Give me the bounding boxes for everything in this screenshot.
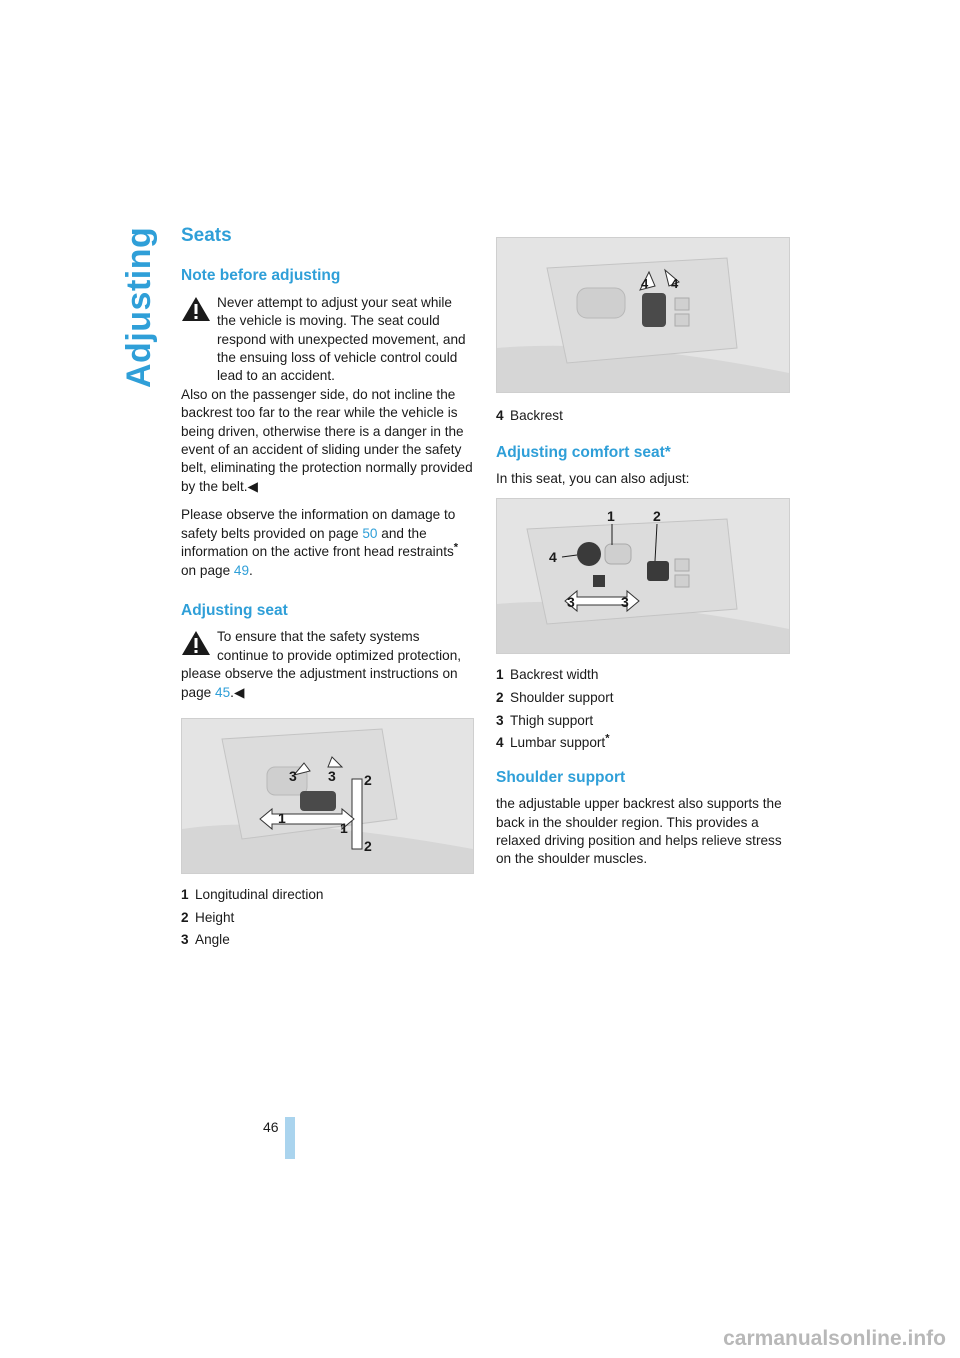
left-column [181, 227, 474, 952]
legend-item [496, 732, 790, 755]
adjust-warning-end: . [230, 684, 234, 700]
shoulder-text: the adjustable upper backrest also supports the back in the shoulder region. This provides a relaxed driving position and helps relieve stress on the shoulder muscles. [496, 796, 782, 867]
legend-label: Backrest [510, 408, 563, 423]
fig-label: 3 [567, 594, 575, 611]
fig-label: 3 [289, 767, 297, 784]
end-mark: ◀ [247, 478, 258, 494]
warning-block-adjust [181, 628, 474, 702]
legend-item [181, 884, 474, 907]
legend-label: Lumbar support [510, 735, 606, 751]
legend-num: 1 [181, 886, 189, 902]
legend-item [496, 687, 790, 710]
fig-label: 1 [278, 809, 286, 826]
legend-item [496, 664, 790, 687]
observe-text: . [249, 562, 253, 578]
optional-star: * [605, 732, 610, 745]
legend-num: 3 [496, 712, 504, 728]
end-mark: ◀ [233, 684, 245, 700]
legend-label: Shoulder support [510, 690, 614, 705]
page-link-49[interactable]: 49 [233, 562, 250, 578]
fig-label: 3 [621, 594, 629, 611]
fig-label: 1 [340, 819, 348, 836]
note-heading: Note before adjusting [181, 267, 341, 285]
legend-num: 1 [496, 667, 504, 683]
chapter-side-tab [118, 228, 158, 388]
chapter-title: Adjusting [120, 226, 158, 388]
note-warning-text: Never attempt to adjust your seat while the vehicle is moving. The seat could respond with unexpected movement, and the ensuing loss of vehicle control could lead to an accident. [217, 294, 466, 384]
legend-num: 2 [496, 690, 504, 705]
right-column [496, 237, 790, 869]
legend-list-backrest [496, 405, 790, 428]
legend-item [181, 907, 474, 930]
adjust-warning-text: To ensure that the safety systems continue to provide optimized protection, please observe the adjustment instructions on page [181, 629, 462, 700]
note-passenger-text: Also on the passenger side, do not incline the backrest too far to the rear while the vehicle is being driven, otherwise there is a danger in the event of an accident of sliding under the safety belt, eliminating the protection normally provided by the belt. [181, 386, 473, 494]
warning-triangle-icon [181, 630, 211, 656]
optional-star: * [453, 541, 459, 554]
observe-text: on page [181, 562, 234, 578]
legend-num: 3 [181, 932, 189, 948]
fig-label: 2 [364, 837, 372, 854]
fig-label: 3 [328, 767, 336, 784]
legend-num: 4 [496, 408, 504, 423]
fig-label: 2 [364, 771, 372, 788]
fig-label: 4 [549, 549, 557, 566]
fig-label: 4 [671, 276, 679, 291]
observe-text: and the information on the active front head restraints [181, 525, 454, 560]
page-link-50[interactable]: 50 [362, 525, 378, 541]
footer-watermark: carmanualsonline.info [723, 1327, 946, 1350]
legend-item [496, 710, 790, 733]
legend-label: Thigh support [510, 712, 594, 728]
fig-label: 2 [653, 508, 661, 525]
fig-label: 1 [607, 508, 615, 525]
seat-controls-illustration [182, 719, 473, 873]
shoulder-heading: Shoulder support [496, 768, 626, 786]
warning-block-note [181, 294, 474, 496]
observe-paragraph [181, 506, 474, 580]
legend-label: Angle [195, 932, 230, 948]
page-number-bar [285, 1117, 295, 1159]
adjust-heading: Adjusting seat [181, 601, 288, 619]
backrest-figure [496, 237, 790, 393]
legend-item [181, 929, 474, 952]
legend-label: Backrest width [510, 667, 599, 683]
legend-label: Longitudinal direction [195, 886, 324, 902]
comfort-intro: In this seat, you can also adjust: [496, 471, 690, 486]
legend-list-basic [181, 884, 474, 952]
comfort-seat-illustration [497, 499, 789, 653]
legend-num: 2 [181, 909, 189, 925]
page-link-45[interactable]: 45 [215, 684, 231, 700]
comfort-seat-figure [496, 498, 790, 654]
observe-text: Please observe the information on damage to safety belts provided on page [181, 507, 456, 541]
seat-controls-figure [181, 718, 474, 874]
legend-list-comfort [496, 664, 790, 754]
legend-num: 4 [496, 735, 504, 751]
section-title: Seats [181, 225, 232, 246]
backrest-illustration [497, 238, 789, 392]
page-number: 46 [263, 1119, 279, 1135]
fig-label: 4 [641, 276, 649, 291]
legend-label: Height [195, 909, 235, 925]
legend-item [496, 405, 790, 428]
comfort-heading: Adjusting comfort seat* [496, 443, 671, 461]
